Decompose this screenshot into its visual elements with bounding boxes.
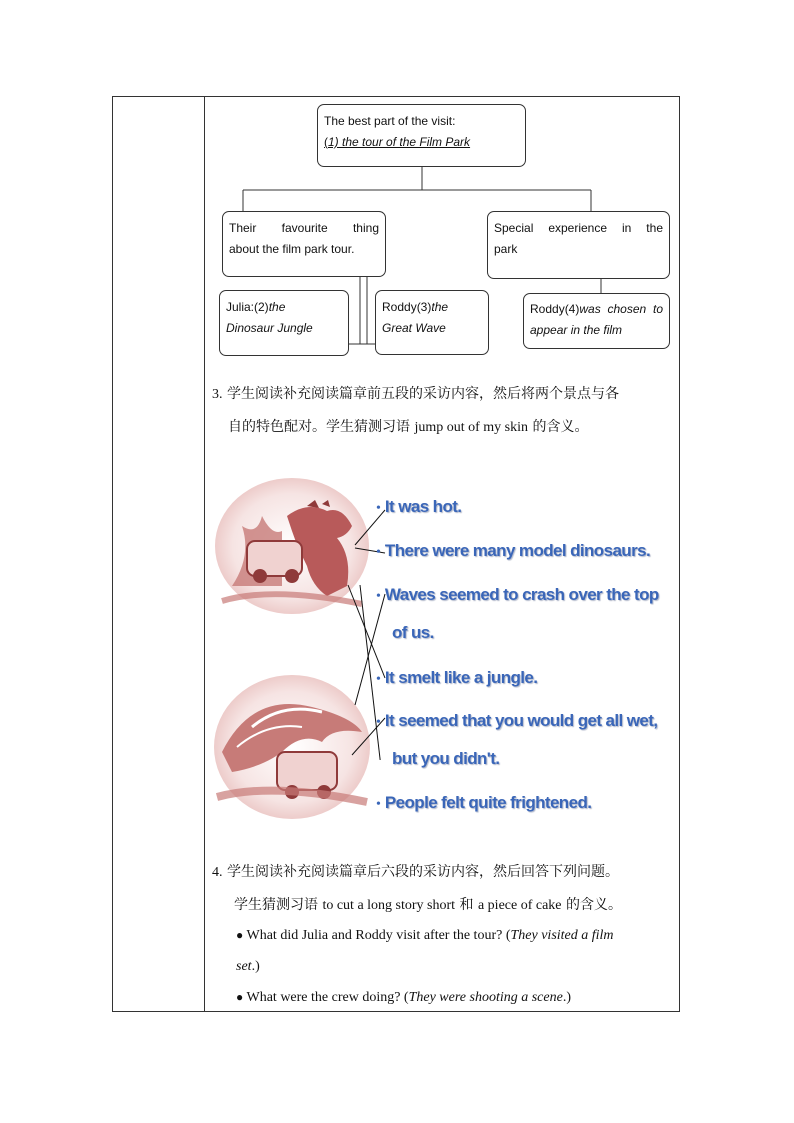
roddy-answer-2: Great Wave [382,321,446,335]
julia-answer-1: the [268,300,286,314]
step3-line1: 学生阅读补充阅读篇章前五段的采访内容，然后将两个景点与各 [226,386,619,402]
question-2: ● What were the crew doing? (They were shooting a scene.) [236,990,571,1005]
step3-line2-c: 的含义。 [528,419,589,435]
bullet-item: • Waves seemed to crash over the top [376,585,659,604]
roddy-special-box [523,293,670,349]
special-experience-box [487,211,670,279]
roddy-label: Roddy(3) [382,300,432,314]
step4-number: 4. [212,865,223,880]
best-part-label: The best part of the visit: [324,114,456,128]
best-part-box [317,104,526,167]
julia-answer-box [219,290,349,356]
step3-number: 3. [212,387,223,402]
step4-idiom-1: to cut a long story short [322,898,456,913]
bullet-item: • It smelt like a jungle. [376,668,538,687]
favourite-thing-line1: Their favourite thing [229,221,379,235]
bullet-item-continuation: of us. [392,623,434,642]
roddy-answer-box [375,290,489,355]
roddy2-answer-1: was chosen to [579,302,663,316]
table-left-column [112,96,205,1012]
bullet-item: • People felt quite frightened. [376,793,592,812]
bullet-item: • It was hot. [376,497,462,516]
step4-line2-e: 的含义。 [561,897,622,913]
step3-paragraph [212,378,678,444]
step4-line2-c: 和 [455,897,478,913]
step3-line2-a: 自的特色配对。学生猜测习语 [228,419,415,435]
special-experience-line1: Special experience in the [494,221,663,235]
bullet-item: • It seemed that you would get all wet, [376,711,658,730]
bullet-item-continuation: but you didn't. [392,749,500,768]
julia-answer-2: Dinosaur Jungle [226,321,313,335]
roddy2-label: Roddy(4) [530,302,580,316]
roddy2-answer-2: appear in the film [530,323,623,337]
julia-label: Julia:(2) [226,300,269,314]
bullet-item: • There were many model dinosaurs. [376,541,651,560]
step4-paragraph [212,856,678,922]
step3-idiom: jump out of my skin [414,420,529,435]
step4-idiom-2: a piece of cake [477,898,562,913]
special-experience-line2: park [494,242,518,256]
favourite-thing-line2: about the film park tour. [229,242,355,256]
step4-line2-a: 学生猜测习语 [234,897,323,913]
favourite-thing-box [222,211,386,277]
step4-line1: 学生阅读补充阅读篇章后六段的采访内容，然后回答下列问题。 [226,864,619,880]
roddy-answer-1: the [431,300,449,314]
question-1: ● What did Julia and Roddy visit after the tour? (They visited a film set.) [236,928,614,974]
best-part-answer: (1) the tour of the Film Park [324,135,471,149]
